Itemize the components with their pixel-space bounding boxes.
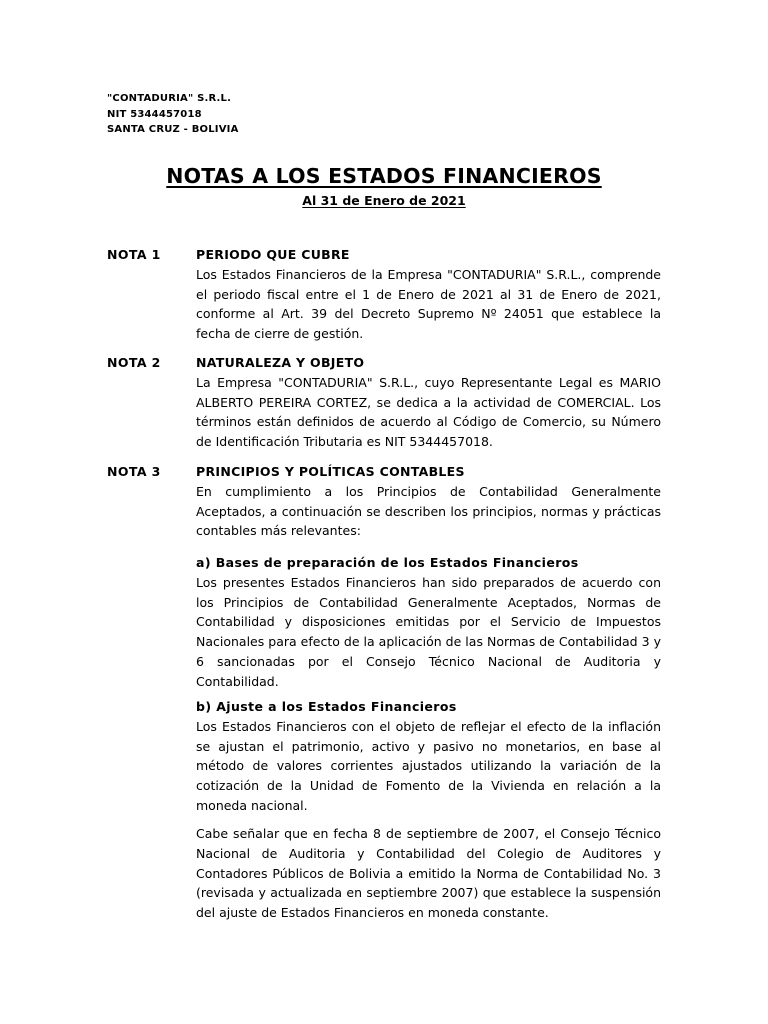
note-2-heading: NATURALEZA Y OBJETO	[196, 355, 365, 370]
note-1-text: Los Estados Financieros de la Empresa "CONTADURIA" S.R.L., comprende el periodo fiscal entre el 1 de Enero de 2021 al 31 de Enero de 2021, conforme al Art. 39 del Decreto Supremo Nº 24051 que establece la fecha de cierre de gestión.	[196, 266, 661, 342]
note-3-heading: PRINCIPIOS Y POLÍTICAS CONTABLES	[196, 464, 465, 479]
section-a-heading: a) Bases de preparación de los Estados Financieros	[196, 555, 579, 570]
note-2-body	[196, 353, 661, 452]
document-title: NOTAS A LOS ESTADOS FINANCIEROS	[166, 164, 602, 188]
section-a-paragraph: Los presentes Estados Financieros han sido preparados de acuerdo con los Principios de Contabilidad Generalmente Aceptados, Normas de Contabilidad y disposiciones emitidas por el Servicio de Impuestos Nacionales para efecto de la aplicación de las Normas de Contabilidad 3 y 6 sancionadas por el Consejo Técnico Nacional de Auditoria y Contabilidad.	[196, 574, 661, 689]
company-nit: NIT 5344457018	[107, 108, 202, 120]
section-b-heading: b) Ajuste a los Estados Financieros	[196, 699, 457, 714]
note-1-label: NOTA 1	[107, 247, 161, 262]
note-3-label: NOTA 3	[107, 464, 161, 479]
note-2-text: La Empresa "CONTADURIA" S.R.L., cuyo Representante Legal es MARIO ALBERTO PEREIRA CORTEZ, se dedica a la actividad de COMERCIAL. Los términos están definidos de acuerdo al Código de Comercio, su Número de Identificación Tributaria es NIT 5344457018.	[196, 374, 661, 450]
note-1-heading: PERIODO QUE CUBRE	[196, 247, 350, 262]
note-3-body	[196, 462, 661, 541]
company-location: SANTA CRUZ - BOLIVIA	[107, 124, 239, 135]
section-b	[196, 697, 661, 816]
note-1-body	[196, 245, 661, 344]
company-header	[107, 91, 239, 138]
document-subtitle: Al 31 de Enero de 2021	[302, 193, 466, 208]
section-b-paragraph-2: Cabe señalar que en fecha 8 de septiembre de 2007, el Consejo Técnico Nacional de Auditoria y Contabilidad del Colegio de Auditores y Contadores Públicos de Bolivia a emitido la Norma de Contabilidad No. 3 (revisada y actualizada en septiembre 2007) que establece la suspensión del ajuste de Estados Financieros en moneda constante.	[196, 826, 661, 921]
note-2-label: NOTA 2	[107, 355, 161, 370]
note-3-text: En cumplimiento a los Principios de Contabilidad Generalmente Aceptados, a continuación se describen los principios, normas y prácticas contables más relevantes:	[196, 483, 661, 539]
section-a	[196, 553, 661, 692]
section-b-paragraph-1: Los Estados Financieros con el objeto de reflejar el efecto de la inflación se ajustan el patrimonio, activo y pasivo no monetarios, en base al método de valores corrientes ajustados utilizando la variación de la cotización de la Unidad de Fomento de la Vivienda en relación a la moneda nacional.	[196, 718, 661, 813]
company-name: "CONTADURIA" S.R.L.	[107, 93, 232, 104]
section-b-continued	[196, 824, 661, 923]
